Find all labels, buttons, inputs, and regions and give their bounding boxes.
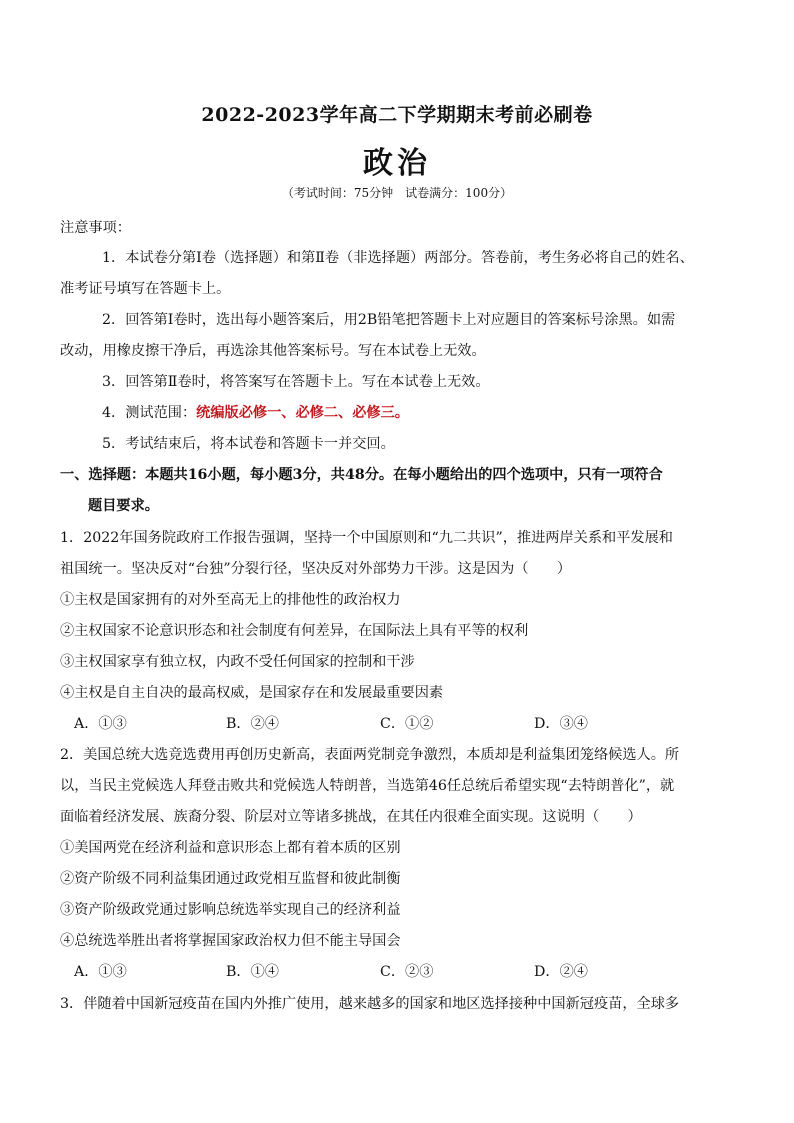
section-1-line-2: 题目要求。 <box>88 498 159 514</box>
q1-statement-1: ①主权是国家拥有的对外至高无上的排他性的政治权力 <box>60 592 401 608</box>
q2-stem-line-3: 面临着经济发展、族裔分裂、阶层对立等诸多挑战，在其任内很难全面实现。这说明（ ） <box>60 809 642 825</box>
q2-option-d: D．②④ <box>534 964 588 980</box>
notes-heading: 注意事项： <box>60 220 131 236</box>
q1-statement-4: ④主权是自主自决的最高权威，是国家存在和发展最重要因素 <box>60 685 444 701</box>
note-1-line-1: 1．本试卷分第Ⅰ卷（选择题）和第Ⅱ卷（非选择题）两部分。答卷前，考生务必将自己的姓名、 <box>102 250 694 266</box>
note-4-scope: 统编版必修一、必修二、必修三。 <box>196 405 409 421</box>
q3-stem-line-1: 3．伴随着中国新冠疫苗在国内外推广使用，越来越多的国家和地区选择接种中国新冠疫苗，全球多 <box>60 996 680 1012</box>
q2-statement-3: ③资产阶级政党通过影响总统选举实现自己的经济利益 <box>60 902 401 918</box>
q1-option-d: D．③④ <box>534 716 588 732</box>
q2-option-a: A．①③ <box>74 964 127 980</box>
subject-title: 政治 <box>363 146 431 181</box>
q1-option-a: A．①③ <box>74 716 127 732</box>
note-2-line-2: 改动，用橡皮擦干净后，再选涂其他答案标号。写在本试卷上无效。 <box>60 343 486 359</box>
note-2-line-1: 2．回答第Ⅰ卷时，选出每小题答案后，用2B铅笔把答题卡上对应题目的答案标号涂黑。如需 <box>102 312 676 328</box>
note-4 <box>102 403 786 423</box>
section-1-line-1: 一、选择题：本题共16小题，每小题3分，共48分。在每小题给出的四个选项中，只有一项符合 <box>60 467 663 483</box>
exam-title: 2022-2023学年高二下学期期末考前必刷卷 <box>201 104 593 126</box>
q1-statement-2: ②主权国家不论意识形态和社会制度有何差异，在国际法上具有平等的权利 <box>60 623 529 639</box>
note-3: 3．回答第Ⅱ卷时，将答案写在答题卡上。写在本试卷上无效。 <box>102 374 490 390</box>
note-1-line-2: 准考证号填写在答题卡上。 <box>60 281 231 297</box>
q1-option-b: B．②④ <box>226 716 279 732</box>
q1-statement-3: ③主权国家享有独立权，内政不受任何国家的控制和干涉 <box>60 654 415 670</box>
q2-stem-line-2: 以，当民主党候选人拜登击败共和党候选人特朗普，当选第46任总统后希望实现“去特朗普化”，就 <box>60 778 675 794</box>
exam-info: （考试时间：75分钟 试卷满分：100分） <box>281 186 513 200</box>
q2-option-b: B．①④ <box>226 964 279 980</box>
q1-stem-line-1: 1．2022年国务院政府工作报告强调，坚持一个中国原则和“九二共识”，推进两岸关系和平发展和 <box>60 530 673 546</box>
q2-statement-4: ④总统选举胜出者将掌握国家政治权力但不能主导国会 <box>60 933 401 949</box>
q2-option-c: C．②③ <box>380 964 434 980</box>
q2-statement-1: ①美国两党在经济利益和意识形态上都有着本质的区别 <box>60 840 401 856</box>
q2-stem-line-1: 2．美国总统大选竞选费用再创历史新高，表面两党制竞争激烈，本质却是利益集团笼络候选人。所 <box>60 747 680 763</box>
note-4-prefix: 4．测试范围： <box>102 405 197 421</box>
q1-option-c: C．①② <box>380 716 434 732</box>
note-5: 5．考试结束后，将本试卷和答题卡一并交回。 <box>102 436 395 452</box>
q1-stem-line-2: 祖国统一。坚决反对“台独”分裂行径，坚决反对外部势力干涉。这是因为（ ） <box>60 561 572 577</box>
q2-statement-2: ②资产阶级不同利益集团通过政党相互监督和彼此制衡 <box>60 871 401 887</box>
